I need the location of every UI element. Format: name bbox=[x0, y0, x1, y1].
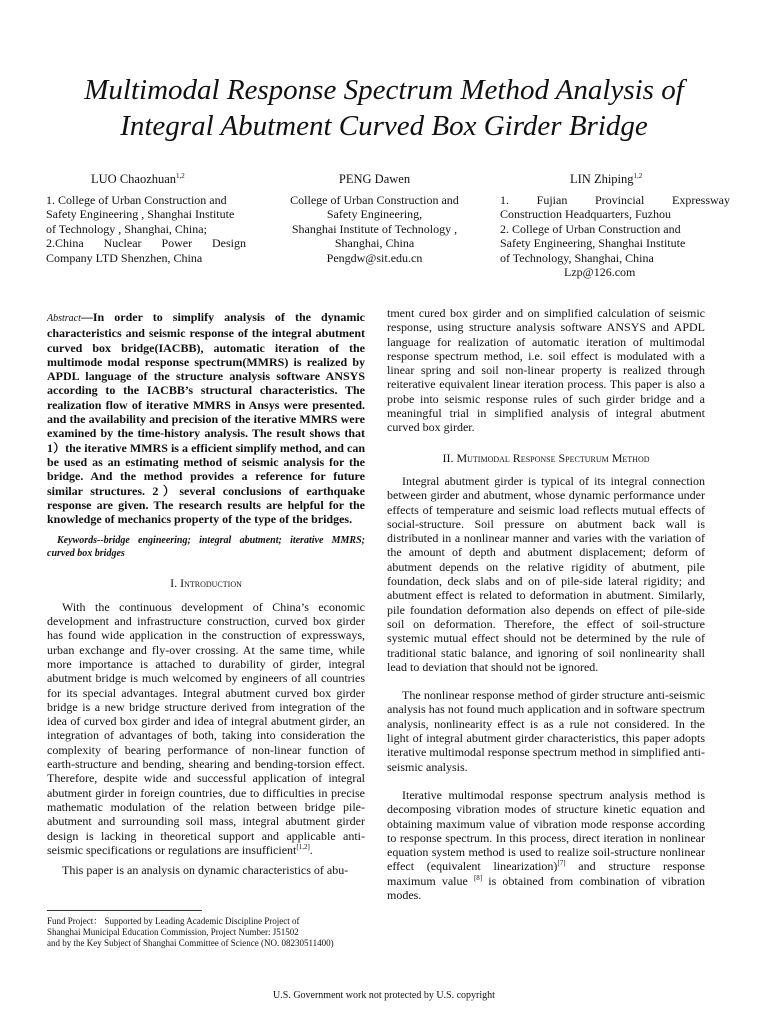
author-affiliation-2: College of Urban Construction and Safety Engineering, Shanghai Institute of Technology , Shanghai, China bbox=[290, 192, 459, 250]
footnote-divider bbox=[47, 910, 202, 911]
citation-ref: [8] bbox=[473, 873, 483, 882]
right-column bbox=[387, 306, 705, 902]
citation-ref: [7] bbox=[557, 859, 566, 868]
author-affiliation-3: 1. Fujian Provincial Expressway Construction Headquarters, Fuzhou 2. College of Urban Construction and Safety Engineering, Shanghai Institute of Technology, Shanghai, China bbox=[500, 192, 730, 265]
left-column bbox=[47, 310, 365, 877]
abstract-label: Abstract bbox=[47, 313, 81, 324]
author-affiliation-1: 1. College of Urban Construction and Safety Engineering , Shanghai Institute of Technology , Shanghai, China; 2.China Nuclear Power Design Company LTD Shenzhen, China bbox=[46, 192, 246, 265]
author-block-1 bbox=[46, 172, 246, 265]
method-paragraph-2: The nonlinear response method of girder structure anti-seismic analysis has not found much application and in software spectrum analysis, nonlinearity effect is as a rule not considered. In the light of integral abutment girder characteristics, this paper adopts iterative multimodal response spectrum method in simplified anti-seismic analysis. bbox=[387, 688, 705, 774]
section-heading-introduction: I. Introduction bbox=[170, 576, 242, 591]
title-line-2: Integral Abutment Curved Box Girder Bridge bbox=[120, 110, 648, 142]
author-name-1: LUO Chaozhuan$^{1,2}$ bbox=[91, 171, 185, 186]
method-paragraph-3: Iterative multimodal response spectrum analysis method is decomposing vibration modes of structure kinetic equation and obtaining maximum value of vibration mode response according to response spectrum. In this process, direct iteration in nonlinear equation system method is used to realize soil-structure nonlinear effect (equivalent linearization)[7] and structure response maximum value [8] is obtained from combination of vibration modes. bbox=[387, 787, 706, 902]
method-paragraph-1: Integral abutment girder is typical of its integral connection between girder and abutment, whose dynamic performance under effects of temperature and seismic load reflects mutual effects of social-structure. Soil pressure on abutment back wall is distributed in a nonlinear manner and varies with the variation of the amount of depth and abutment displacement; deform of abutment depends on the relative rigidity of abutment, pile foundation, deck slabs and on of pile-side lateral rigidity; and abutment effect is related to deformation in abutment. Similarly, pile foundation deformation also depends on effect of pile-side soil on deformation. Therefore, the effect of soil-structure systemic mutual effect should not be determined by the rule of traditional static balance, and ignoring of soil nonlinearity shall lead to deviation that should not be ignored. bbox=[387, 473, 705, 674]
paper-title bbox=[30, 72, 738, 144]
author-name-3: LIN Zhiping$^{1,2}$ bbox=[570, 171, 643, 186]
citation-ref: [1,2] bbox=[296, 842, 310, 851]
author-email-3[interactable]: Lzp@126.com bbox=[564, 265, 636, 279]
intro-paragraph-1: With the continuous development of China’s economic development and infrastructure construction, curved box girder has found wide application in the construction of expressways, urban exchange and fly-over crossing. At the same time, while more importance is attached to durability of girder, integral abutment bridge is much welcomed by engineers of all countries for its special advantages. Integral abutment curved box girder bridge is a new bridge structure derived from integration of the idea of curved box girder and idea of integral abutment girder, an integration of advantages of both, taking into consideration the complexity of bearing performance of non-linear function of earth-structure and bending, shearing and bending-torsion effect. Therefore, despite wide and successful application of integral abutment girder in foreign countries, due to difficulties in precise mathematic modulation of the relation between bridge pile-abutment and surrounding soil mass, integral abutment girder design is lacking in theoretical support and applicable anti-seismic specifications or regulations are insufficient[1,2]. bbox=[47, 599, 365, 857]
author-block-3 bbox=[500, 172, 730, 280]
copyright-notice: U.S. Government work not protected by U.S. copyright bbox=[273, 990, 495, 1001]
right-paragraph-continued: tment cured box girder and on simplified calculation of seismic response, using structure analysis software ANSYS and APDL language for realization of automatic iteration of multimodal response spectrum method, i.e. soil effect is modulated with a linear spring and soil non-linear property is realized through reiterative equivalent linear iteration process. This paper is also a probe into seismic response rules of such girder bridge and a meaningful trial in simplified analysis of integral abutment curved box girder. bbox=[387, 306, 705, 435]
title-line-1: Multimodal Response Spectrum Method Analysis of bbox=[84, 74, 684, 106]
section-heading-method: II. Mutimodal Response Specturum Method bbox=[442, 450, 650, 465]
fund-project-footnote: Fund Project： Supported by Leading Academic Discipline Project of Shanghai Municipal Education Commission, Project Number: J51502 and by the Key Subject of Shanghai Committee of Science (NO. 08230511400) bbox=[47, 916, 334, 948]
author-email-2[interactable]: Pengdw@sit.edu.cn bbox=[326, 250, 423, 265]
author-block-2 bbox=[282, 172, 467, 265]
author-name-2: PENG Dawen bbox=[338, 172, 411, 186]
keywords: Keywords--bridge engineering; integral abutment; iterative MMRS; curved box bridges bbox=[47, 535, 365, 560]
intro-paragraph-2: This paper is an analysis on dynamic characteristics of abu- bbox=[62, 863, 349, 878]
abstract bbox=[47, 310, 365, 526]
abstract-text: —In order to simplify analysis of the dynamic characteristics and seismic response of the integral abutment curved box bridge(IACBB), automatic iteration of the multimode modal response spectrum(MMRS) is realized by APDL language of the structure analysis software ANSYS according to the IACBB’s structural characteristics. The realization flow of iterative MMRS in Ansys were presented. and the availability and precision of the iterative MMRS were examined by the time-history analysis. The result shows that 1）the iterative MMRS is a efficient simplify method, and can be used as an estimating method of seismic analysis for the bridge. And the method provides a reference for future similar structures. 2）several conclusions of earthquake response are given. The research results are helpful for the knowledge of mechanics property of the type of the bridges. bbox=[47, 310, 365, 527]
